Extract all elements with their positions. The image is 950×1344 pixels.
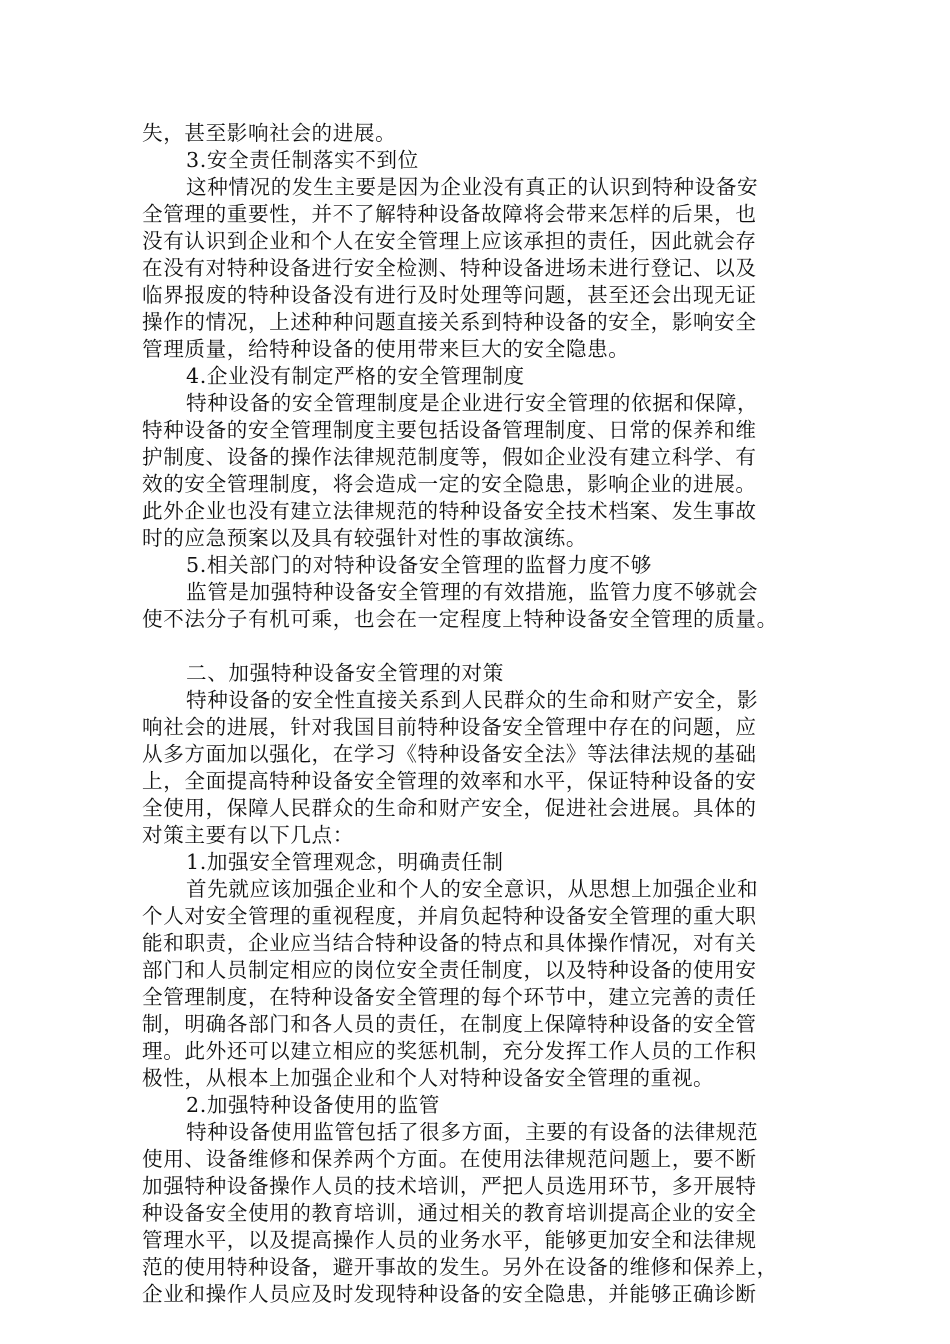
subheading: 2.加强特种设备使用的监管 [186, 1093, 440, 1117]
text-line: 这种情况的发生主要是因为企业没有真正的认识到特种设备安 [186, 175, 759, 199]
text-line: 范的使用特种设备，避开事故的发生。另外在设备的维修和保养上， [142, 1255, 778, 1279]
subheading: 1.加强安全管理观念，明确责任制 [186, 850, 504, 874]
text-line: 特种设备的安全管理制度主要包括设备管理制度、日常的保养和维 [142, 418, 757, 442]
text-line: 监管是加强特种设备安全管理的有效措施，监管力度不够就会 [186, 580, 759, 604]
blank-line [142, 633, 808, 660]
text-line: 临界报废的特种设备没有进行及时处理等问题，甚至还会出现无证 [142, 283, 757, 307]
text-line: 全使用，保障人民群众的生命和财产安全，促进社会进展。具体的 [142, 796, 757, 820]
text-line: 企业和操作人员应及时发现特种设备的安全隐患，并能够正确诊断 [142, 1282, 757, 1306]
text-line: 时的应急预案以及具有较强针对性的事故演练。 [142, 526, 588, 550]
text-line: 特种设备使用监管包括了很多方面，主要的有设备的法律规范 [186, 1120, 759, 1144]
text-line: 操作的情况，上述种种问题直接关系到特种设备的安全，影响安全 [142, 310, 757, 334]
text-line: 种设备安全使用的教育培训，通过相关的教育培训提高企业的安全 [142, 1201, 757, 1225]
text-line: 全管理制度，在特种设备安全管理的每个环节中，建立完善的责任 [142, 985, 757, 1009]
text-line: 没有认识到企业和个人在安全管理上应该承担的责任，因此就会存 [142, 229, 757, 253]
text-line: 对策主要有以下几点： [142, 823, 354, 847]
text-line: 加强特种设备操作人员的技术培训，严把人员选用环节，多开展特 [142, 1174, 757, 1198]
text-line: 理。此外还可以建立相应的奖惩机制，充分发挥工作人员的工作积 [142, 1039, 757, 1063]
text-line: 能和职责，企业应当结合特种设备的特点和具体操作情况，对有关 [142, 931, 757, 955]
text-line: 从多方面加以强化，在学习《特种设备安全法》等法律法规的基础 [142, 742, 757, 766]
text-line: 特种设备的安全性直接关系到人民群众的生命和财产安全，影 [186, 688, 759, 712]
subheading: 4.企业没有制定严格的安全管理制度 [186, 364, 525, 388]
text-line: 此外企业也没有建立法律规范的特种设备安全技术档案、发生事故 [142, 499, 757, 523]
text-line: 部门和人员制定相应的岗位安全责任制度，以及特种设备的使用安 [142, 958, 757, 982]
text-line: 在没有对特种设备进行安全检测、特种设备进场未进行登记、以及 [142, 256, 757, 280]
text-line: 效的安全管理制度，将会造成一定的安全隐患，影响企业的进展。 [142, 472, 757, 496]
text-line: 使用、设备维修和保养两个方面。在使用法律规范问题上，要不断 [142, 1147, 757, 1171]
subheading: 3.安全责任制落实不到位 [186, 148, 419, 172]
text-line: 护制度、设备的操作法律规范制度等，假如企业没有建立科学、有 [142, 445, 757, 469]
text-line: 上，全面提高特种设备安全管理的效率和水平，保证特种设备的安 [142, 769, 757, 793]
text-line: 特种设备的安全管理制度是企业进行安全管理的依据和保障， [186, 391, 759, 415]
text-line: 失，甚至影响社会的进展。 [142, 121, 397, 145]
text-line: 管理水平，以及提高操作人员的业务水平，能够更加安全和法律规 [142, 1228, 757, 1252]
text-line: 使不法分子有机可乘，也会在一定程度上特种设备安全管理的质量。 [142, 607, 778, 631]
section-heading: 二、加强特种设备安全管理的对策 [186, 661, 504, 685]
text-line: 管理质量，给特种设备的使用带来巨大的安全隐患。 [142, 337, 630, 361]
text-line: 首先就应该加强企业和个人的安全意识，从思想上加强企业和 [186, 877, 759, 901]
text-line: 个人对安全管理的重视程度，并肩负起特种设备安全管理的重大职 [142, 904, 757, 928]
text-line: 响社会的进展，针对我国目前特种设备安全管理中存在的问题，应 [142, 715, 757, 739]
text-line: 极性，从根本上加强企业和个人对特种设备安全管理的重视。 [142, 1066, 715, 1090]
text-line: 制，明确各部门和各人员的责任，在制度上保障特种设备的安全管 [142, 1012, 757, 1036]
subheading: 5.相关部门的对特种设备安全管理的监督力度不够 [186, 553, 652, 577]
text-line: 全管理的重要性，并不了解特种设备故障将会带来怎样的后果，也 [142, 202, 757, 226]
document-body [142, 120, 808, 1308]
